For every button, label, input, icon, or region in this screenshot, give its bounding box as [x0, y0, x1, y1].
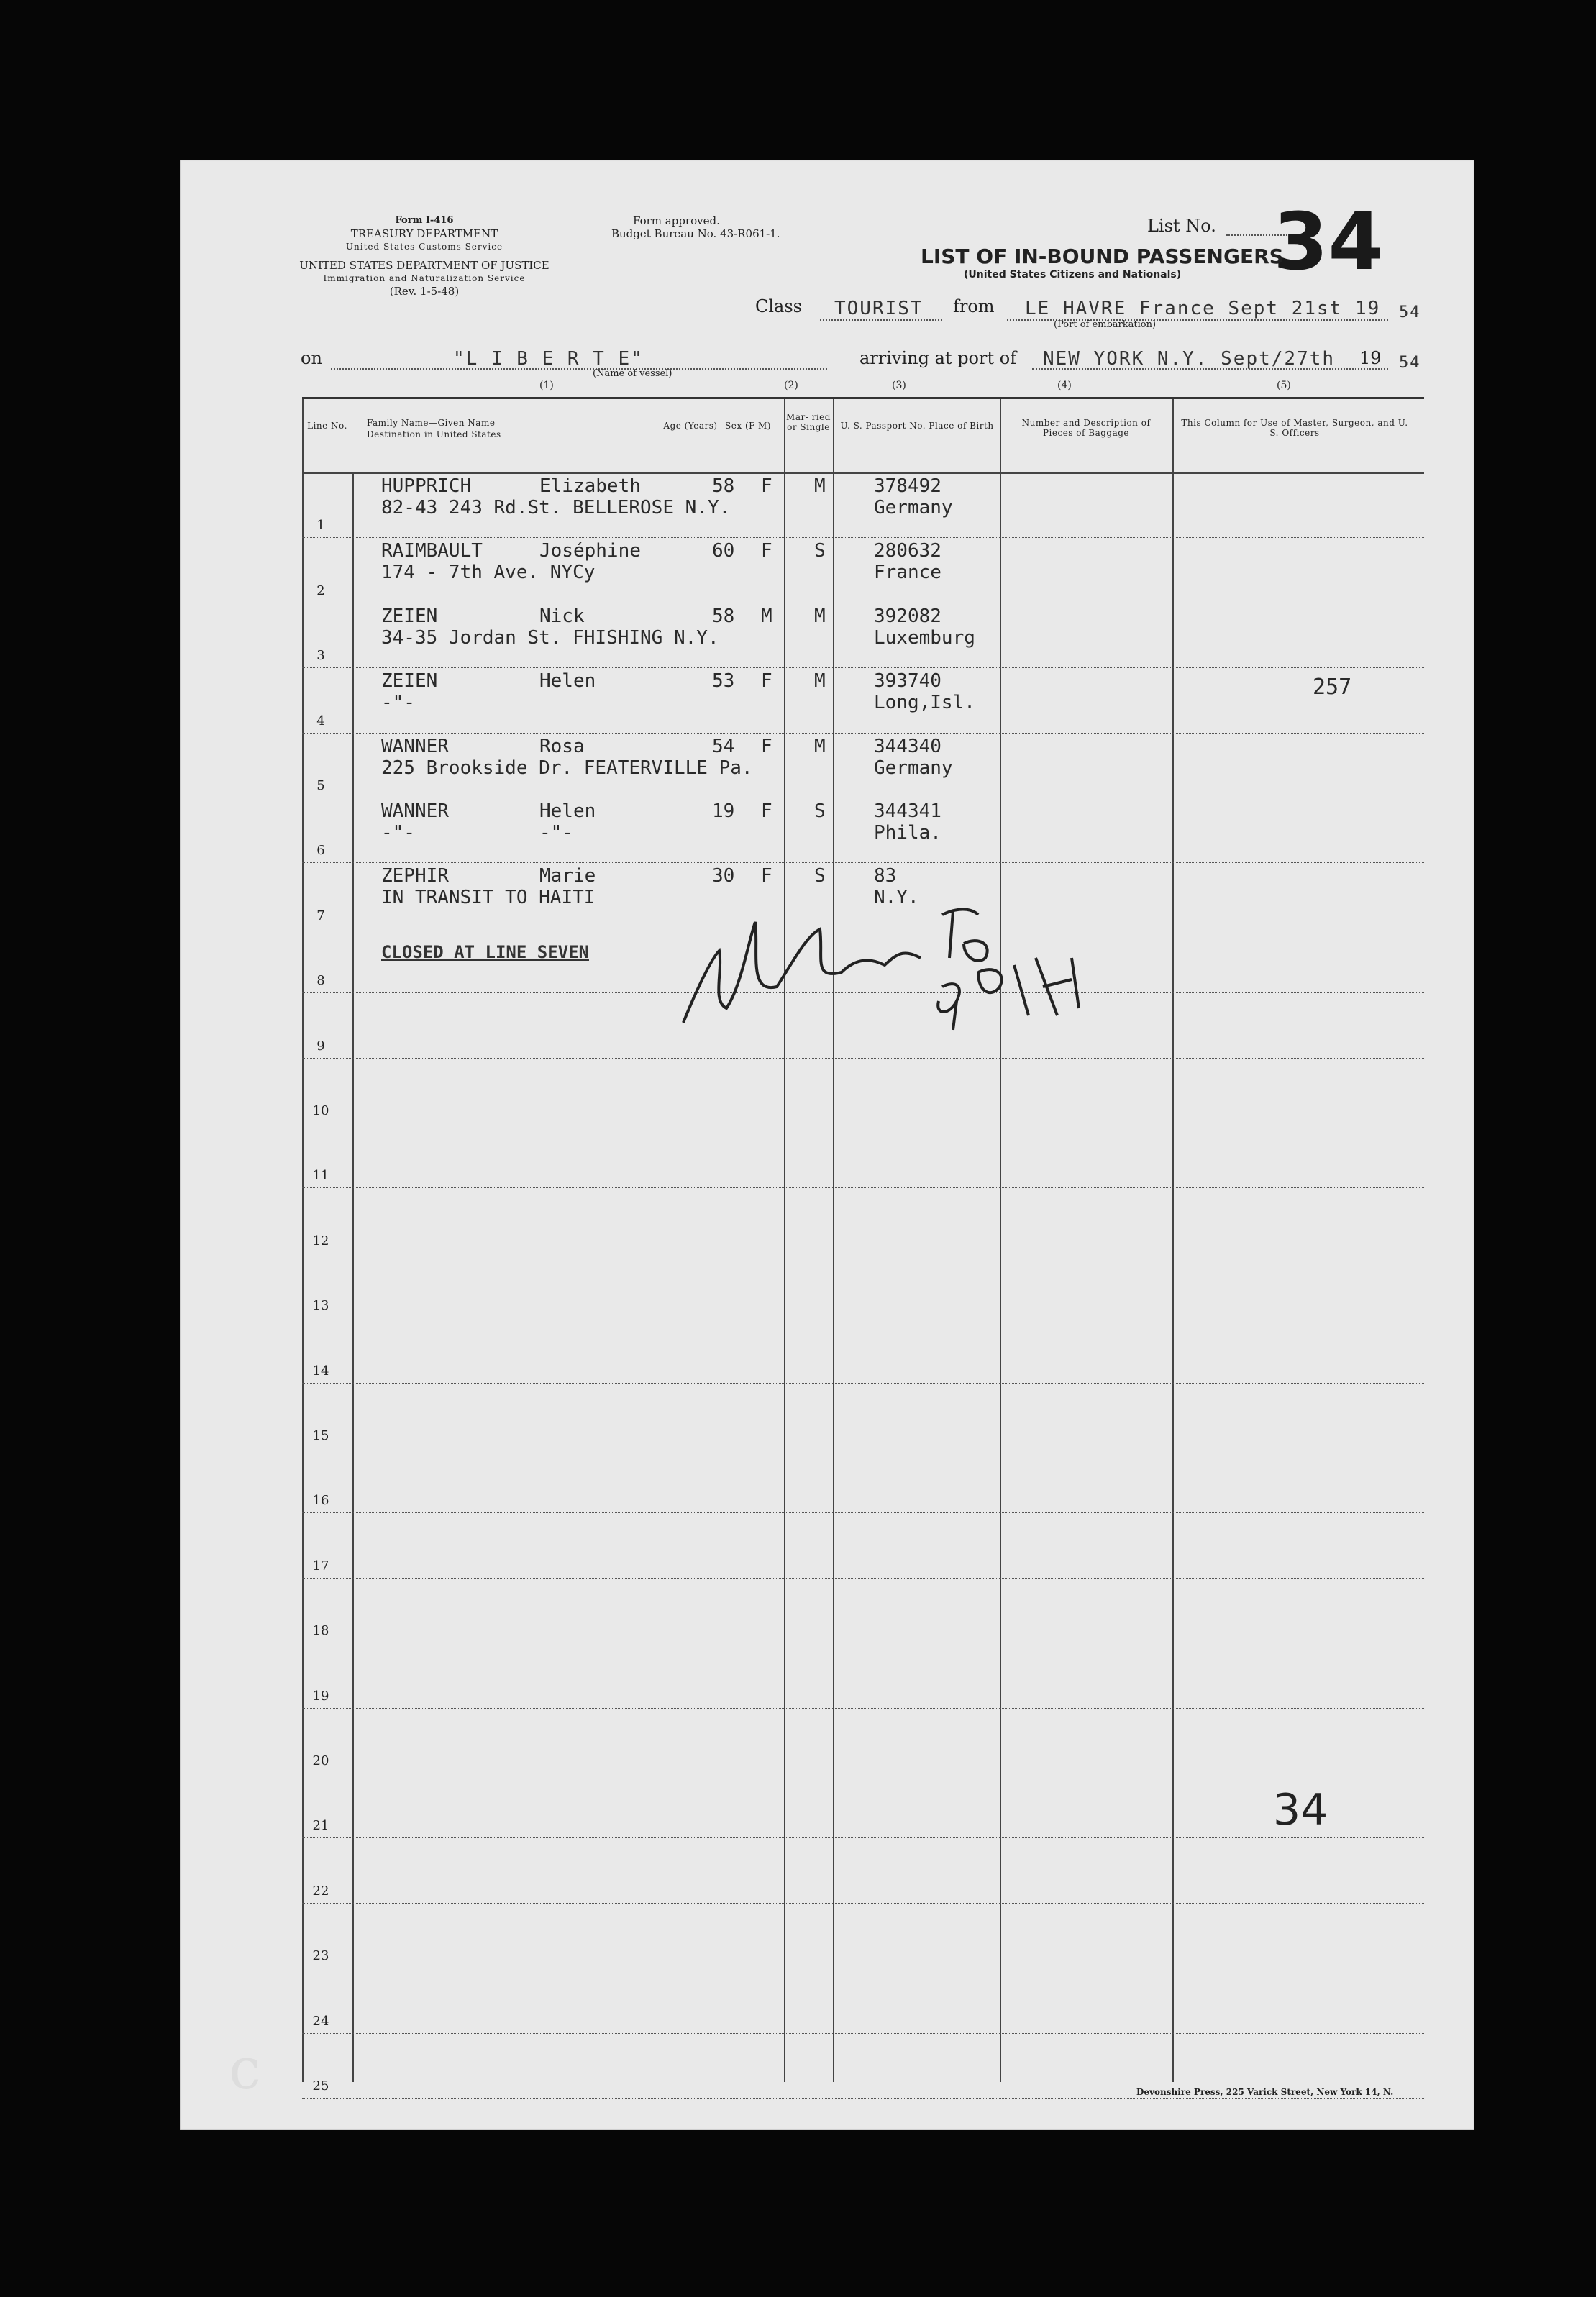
line-number: 13	[312, 1298, 329, 1314]
sex: F	[761, 475, 772, 497]
line-number: 19	[312, 1688, 329, 1704]
line-number: 5	[316, 777, 325, 793]
corner-mark: 34	[1273, 1785, 1328, 1835]
line-number: 2	[316, 583, 325, 598]
age: 53	[712, 670, 735, 693]
sex: F	[761, 865, 772, 887]
line-number: 24	[312, 2013, 329, 2029]
table-row	[302, 1578, 1424, 1643]
line-number: 10	[312, 1102, 329, 1118]
table-row	[302, 603, 1424, 668]
header-baggage: Number and Description of Pieces of Baggage	[1021, 418, 1151, 438]
destination: 34-35 Jordan St. FHISHING N.Y.	[381, 626, 719, 649]
family-name: ZEIEN	[381, 670, 438, 693]
line-number: 6	[316, 843, 325, 859]
line-number: 14	[312, 1363, 329, 1379]
header-name: Family Name—Given Name	[367, 418, 496, 428]
from-year: 54	[1399, 303, 1421, 321]
passport-number: 83	[874, 865, 897, 887]
marital-status: M	[814, 605, 826, 627]
line-number: 22	[312, 1883, 329, 1899]
on-label: on	[301, 348, 322, 368]
form-approved: Form approved.	[633, 214, 720, 227]
line-number: 7	[316, 908, 325, 923]
arriving-label: arriving at port of	[859, 348, 1017, 368]
sex: F	[761, 735, 772, 757]
place-of-birth: N.Y.	[874, 887, 919, 909]
age: 54	[712, 735, 735, 757]
age: 30	[712, 865, 735, 887]
age: 58	[712, 475, 735, 497]
place-of-birth: Phila.	[874, 822, 941, 844]
given-name: Joséphine	[539, 540, 641, 562]
table-row	[302, 472, 1424, 538]
line-number: 4	[316, 713, 325, 729]
passport-number: 344341	[874, 800, 941, 822]
table-row	[302, 1253, 1424, 1318]
destination: -"-	[381, 822, 415, 844]
table-row	[302, 1773, 1424, 1838]
age: 60	[712, 540, 735, 562]
sex: F	[761, 540, 772, 562]
table-header	[302, 399, 1424, 474]
class-line	[820, 319, 942, 321]
arrival-year: 54	[1399, 354, 1421, 372]
line-number: 18	[312, 1623, 329, 1639]
line-number: 16	[312, 1493, 329, 1509]
officer-note: 257	[1313, 675, 1352, 700]
table-row	[302, 1968, 1424, 2033]
marital-status: S	[814, 800, 826, 822]
marital-status: S	[814, 540, 826, 562]
passport-number: 378492	[874, 475, 941, 497]
ins-service: Immigration and Naturalization Service	[323, 273, 526, 283]
line-number: 8	[316, 973, 325, 989]
family-name: ZEPHIR	[381, 865, 449, 887]
passport-number: 344340	[874, 735, 941, 757]
family-name: HUPPRICH	[381, 475, 472, 497]
line-number: 3	[316, 648, 325, 664]
col-num-4: (4)	[1057, 380, 1072, 391]
table-row	[302, 1903, 1424, 1968]
line-number: 23	[312, 1948, 329, 1964]
header-age: Age (Years)	[663, 421, 718, 431]
class-value: TOURIST	[834, 298, 924, 319]
line-number: 12	[312, 1233, 329, 1248]
form-approval	[611, 214, 798, 240]
from-label: from	[953, 296, 995, 316]
given-name: Marie	[539, 865, 596, 887]
arrival-value: NEW YORK N.Y. Sept/27th	[1043, 348, 1336, 370]
given-name: Rosa	[539, 735, 585, 757]
margin-mark: c	[229, 2035, 261, 2102]
class-label: Class	[755, 296, 802, 316]
list-number: 34	[1273, 196, 1384, 288]
header-sex: Sex (F-M)	[725, 421, 771, 431]
table-row	[302, 798, 1424, 863]
family-name: ZEIEN	[381, 605, 438, 627]
place-of-birth: Germany	[874, 497, 953, 519]
line-number: 1	[316, 518, 325, 534]
form-title: LIST OF IN-BOUND PASSENGERS	[921, 245, 1284, 268]
col-num-1: (1)	[539, 380, 554, 391]
header-destination: Destination in United States	[367, 429, 501, 439]
family-name: WANNER	[381, 735, 449, 757]
table-row	[302, 667, 1424, 733]
place-of-birth: Luxemburg	[874, 626, 975, 649]
passport-number: 392082	[874, 605, 941, 627]
given-ditto: -"-	[539, 822, 573, 844]
sex: F	[761, 670, 772, 693]
place-of-birth: Long,Isl.	[874, 692, 975, 714]
arrival-year-prefix: 19	[1359, 348, 1382, 368]
header-line-no: Line No.	[307, 421, 347, 431]
officer-signature	[669, 879, 1144, 1037]
vessel-caption: (Name of vessel)	[593, 368, 672, 379]
passport-number: 280632	[874, 540, 941, 562]
col-num-5: (5)	[1277, 380, 1291, 391]
form-header-left	[324, 214, 525, 253]
passport-number: 393740	[874, 670, 941, 693]
list-no-label: List No.	[1147, 216, 1216, 236]
table-row	[302, 1318, 1424, 1383]
table-row	[302, 1512, 1424, 1578]
age: 19	[712, 800, 735, 822]
destination: -"-	[381, 692, 415, 714]
destination: 225 Brookside Dr. FEATERVILLE Pa.	[381, 757, 753, 779]
family-name: WANNER	[381, 800, 449, 822]
table-row	[302, 1643, 1424, 1708]
table-row	[302, 1058, 1424, 1123]
given-name: Helen	[539, 800, 596, 822]
customs-service: United States Customs Service	[345, 242, 503, 252]
col-num-3: (3)	[892, 380, 906, 391]
destination: 174 - 7th Ave. NYCy	[381, 562, 596, 584]
form-header-justice	[291, 259, 557, 298]
sex: M	[761, 605, 772, 627]
form-number: Form I-416	[395, 215, 454, 226]
treasury-dept: TREASURY DEPARTMENT	[350, 227, 498, 240]
budget-bureau: Budget Bureau No. 43-R061-1.	[611, 227, 780, 240]
form-revision: (Rev. 1-5-48)	[389, 285, 460, 298]
header-passport: U. S. Passport No. Place of Birth	[840, 421, 994, 431]
marital-status: M	[814, 475, 826, 497]
given-name: Helen	[539, 670, 596, 693]
from-value: LE HAVRE France Sept 21st 19	[1025, 298, 1381, 319]
table-row	[302, 1708, 1424, 1773]
table-row	[302, 1187, 1424, 1253]
age: 58	[712, 605, 735, 627]
line-number: 25	[312, 2078, 329, 2093]
marital-status: S	[814, 865, 826, 887]
marital-status: M	[814, 670, 826, 693]
marital-status: M	[814, 735, 826, 757]
justice-dept: UNITED STATES DEPARTMENT OF JUSTICE	[299, 259, 550, 272]
line-number: 11	[312, 1168, 329, 1184]
port-embark-caption: (Port of embarkation)	[1054, 319, 1157, 330]
line-number: 20	[312, 1753, 329, 1768]
line-number: 21	[312, 1818, 329, 1834]
given-name: Elizabeth	[539, 475, 641, 497]
given-name: Nick	[539, 605, 585, 627]
col-num-2: (2)	[784, 380, 798, 391]
table-row	[302, 537, 1424, 603]
place-of-birth: Germany	[874, 757, 953, 779]
table-row	[302, 1383, 1424, 1448]
manifest-sheet	[180, 160, 1474, 2130]
sex: F	[761, 800, 772, 822]
line-number: 15	[312, 1428, 329, 1443]
table-row	[302, 1448, 1424, 1513]
table-row	[302, 733, 1424, 798]
family-name: RAIMBAULT	[381, 540, 483, 562]
table-row	[302, 1837, 1424, 1903]
place-of-birth: France	[874, 562, 941, 584]
line-number: 9	[316, 1038, 325, 1054]
table-row	[302, 1123, 1424, 1188]
printer-footer: Devonshire Press, 225 Varick Street, New York 14, N.	[1136, 2087, 1394, 2097]
destination: IN TRANSIT TO HAITI	[381, 887, 596, 909]
line-number: 17	[312, 1558, 329, 1574]
destination: 82-43 243 Rd.St. BELLEROSE N.Y.	[381, 497, 731, 519]
vessel-name: "L I B E R T E"	[453, 348, 644, 370]
closed-note: CLOSED AT LINE SEVEN	[381, 942, 589, 962]
form-subtitle: (United States Citizens and Nationals)	[964, 269, 1182, 280]
header-officers: This Column for Use of Master, Surgeon, and U. S. Officers	[1181, 418, 1408, 438]
header-married: Mar- ried or Single	[786, 412, 831, 432]
